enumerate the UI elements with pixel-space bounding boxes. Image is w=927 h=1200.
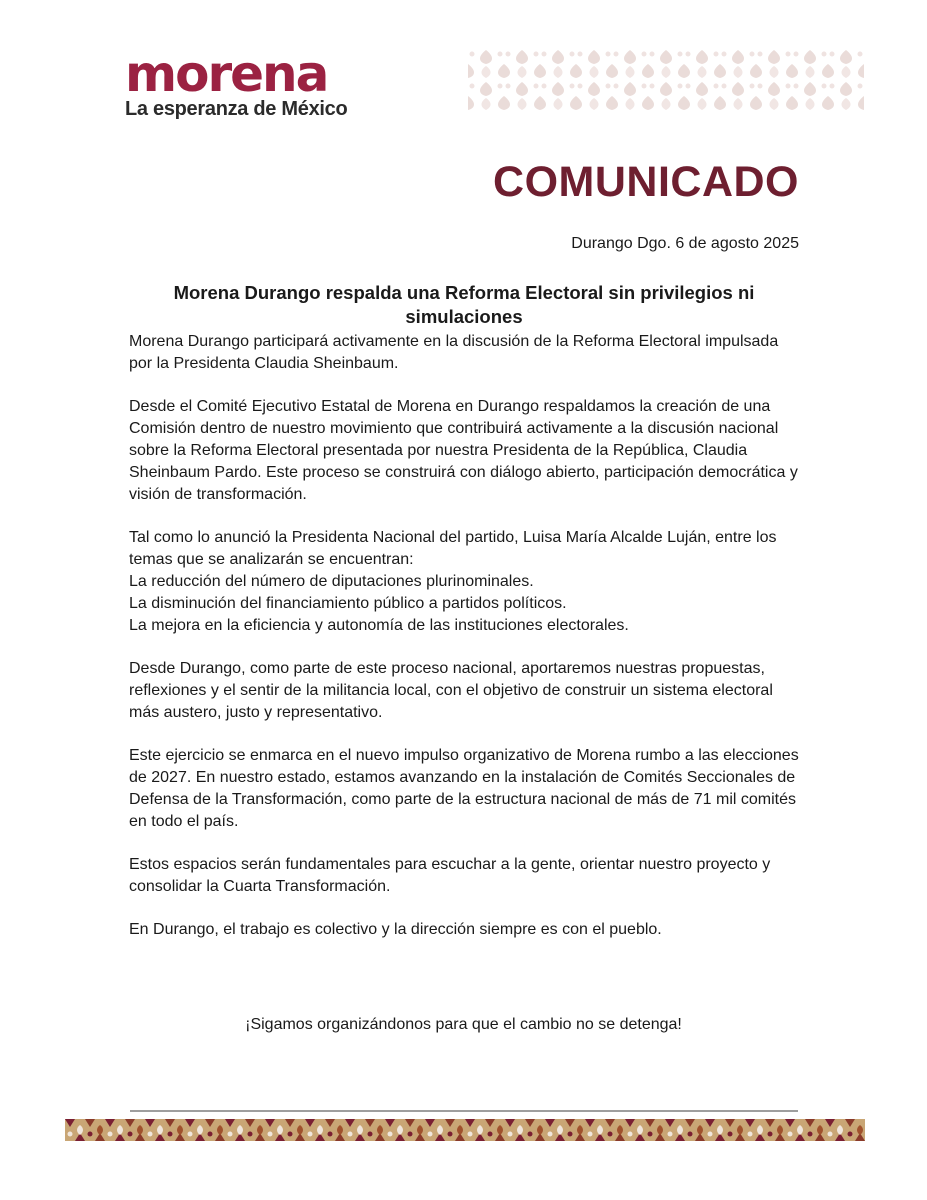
closing-line: ¡Sigamos organizándonos para que el cambio no se detenga! xyxy=(245,1016,682,1033)
logo-wordmark: morena xyxy=(125,45,328,103)
paragraph: En Durango, el trabajo es colectivo y la dirección siempre es con el pueblo. xyxy=(129,921,662,938)
document-body xyxy=(129,331,804,962)
document-heading: COMUNICADO xyxy=(493,158,799,206)
paragraph: Este ejercicio se enmarca en el nuevo impulso organizativo de Morena rumbo a las elecciones de 2027. En nuestro estado, estamos avanzando en la instalación de Comités Seccionales de Defensa de la Transformación, como parte de la estructura nacional de más de 71 mil comités en todo el país. xyxy=(129,747,799,830)
paragraph: Desde el Comité Ejecutivo Estatal de Morena en Durango respaldamos la creación de una Comisión dentro de nuestro movimiento que contribuirá activamente a la discusión nacional sobre la Reforma Electoral presentada por nuestra Presidenta de la República, Claudia Sheinbaum Pardo. Este proceso se construirá con diálogo abierto, participación democrática y visión de transformación. xyxy=(129,398,798,503)
decorative-pattern-top xyxy=(468,48,864,112)
topic-item: La reducción del número de diputaciones plurinominales. xyxy=(129,573,534,590)
paragraph: Estos espacios serán fundamentales para escuchar a la gente, orientar nuestro proyecto y consolidar la Cuarta Transformación. xyxy=(129,856,771,895)
document-title: Morena Durango respalda una Reforma Electoral sin privilegios ni simulaciones xyxy=(173,282,755,327)
footer-divider xyxy=(130,1110,798,1112)
topics-block xyxy=(129,527,804,637)
paragraph: Desde Durango, como parte de este proceso nacional, aportaremos nuestras propuestas, reflexiones y el sentir de la militancia local, con el objetivo de construir un sistema electoral más austero, justo y representativo. xyxy=(129,660,773,721)
topics-intro: Tal como lo anunció la Presidenta Nacional del partido, Luisa María Alcalde Luján, entre los temas que se analizarán se encuentran: xyxy=(129,529,777,568)
topic-item: La mejora en la eficiencia y autonomía de las instituciones electorales. xyxy=(129,617,629,634)
decorative-pattern-bottom xyxy=(65,1119,865,1141)
topic-item: La disminución del financiamiento público a partidos políticos. xyxy=(129,595,567,612)
paragraph: Morena Durango participará activamente en la discusión de la Reforma Electoral impulsada por la Presidenta Claudia Sheinbaum. xyxy=(129,333,779,372)
date-line: Durango Dgo. 6 de agosto 2025 xyxy=(571,235,799,252)
morena-logo xyxy=(125,45,348,121)
logo-tagline: La esperanza de México xyxy=(125,98,348,120)
